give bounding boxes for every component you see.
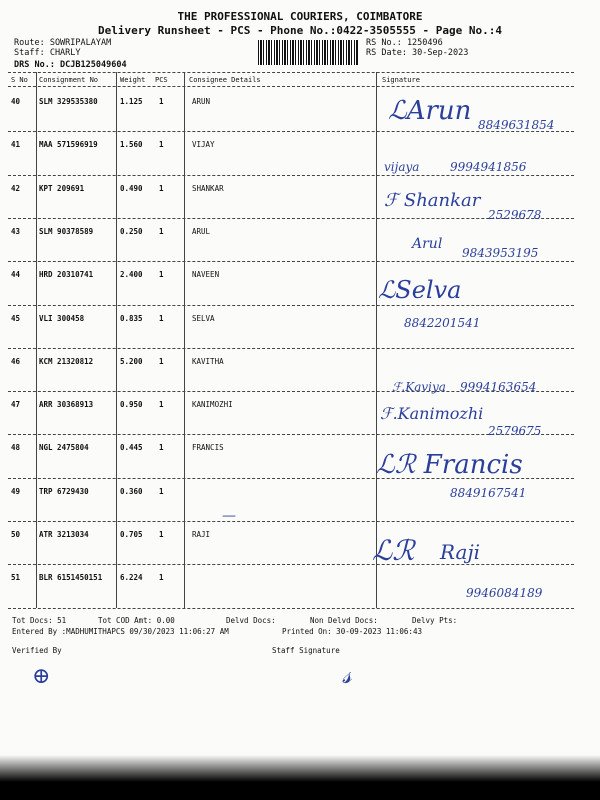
cell-consignment: SLM 90378589 bbox=[39, 226, 94, 236]
cell-consignment: KCM 21320812 bbox=[39, 356, 94, 366]
entered-by: Entered By :MADHUMITHAPCS 09/30/2023 11:06:27 AM bbox=[12, 627, 229, 636]
cell-weight: 2.400 bbox=[120, 270, 143, 280]
cell-pcs: 1 bbox=[159, 140, 164, 150]
route: Route: SOWRIPALAYAM bbox=[14, 38, 112, 48]
cell-pcs: 1 bbox=[159, 486, 164, 496]
cell-weight: 0.835 bbox=[120, 313, 143, 323]
signature-mark: ℱ.Kanimozhi bbox=[380, 404, 484, 423]
cell-consignment: BLR 6151450151 bbox=[39, 573, 103, 583]
row-rule bbox=[8, 348, 574, 349]
cell-pcs: 1 bbox=[159, 313, 164, 323]
cell-sno: 44 bbox=[11, 270, 21, 280]
cell-consignee: KAVITHA bbox=[192, 356, 224, 366]
cell-consignment: VLI 300458 bbox=[39, 313, 85, 323]
cell-weight: 6.224 bbox=[120, 573, 143, 583]
cell-sno: 51 bbox=[11, 573, 21, 583]
cell-sno: 43 bbox=[11, 226, 21, 236]
col-header-weight: Weight bbox=[120, 76, 146, 84]
cell-consignee: SELVA bbox=[192, 313, 215, 323]
cell-weight: 0.490 bbox=[120, 183, 143, 193]
cell-pcs: 1 bbox=[159, 226, 164, 236]
col-divider bbox=[36, 72, 37, 608]
staff-signature-mark: 𝓈 bbox=[342, 660, 352, 690]
total-cod: Tot COD Amt: 0.00 bbox=[98, 616, 175, 625]
cell-consignment: TRP 6729430 bbox=[39, 486, 89, 496]
delivery-points: Delvy Pts: bbox=[412, 616, 458, 625]
signature-mark: ℒArun bbox=[388, 96, 472, 126]
cell-consignment: KPT 209691 bbox=[39, 183, 85, 193]
total-docs: Tot Docs: 51 bbox=[12, 616, 67, 625]
drs-number: DRS No.: DCJB125049604 bbox=[14, 60, 127, 70]
runsheet-subtitle: Delivery Runsheet - PCS - Phone No.:0422-3505555 - Page No.:4 bbox=[98, 24, 502, 37]
row-rule bbox=[8, 521, 574, 522]
cell-pcs: 1 bbox=[159, 443, 164, 453]
col-header-sno: S No bbox=[11, 76, 28, 84]
cell-weight: 5.200 bbox=[120, 356, 143, 366]
cell-consignee: FRANCIS bbox=[192, 443, 224, 453]
row-rule bbox=[8, 261, 574, 262]
row-rule bbox=[8, 564, 574, 565]
verified-by-label: Verified By bbox=[12, 646, 62, 655]
cell-sno: 40 bbox=[11, 97, 21, 106]
cell-consignment: HRD 20310741 bbox=[39, 270, 94, 280]
cell-sno: 49 bbox=[11, 486, 21, 496]
cell-consignment: SLM 329535380 bbox=[39, 97, 98, 106]
cell-consignment: NGL 2475804 bbox=[39, 443, 89, 453]
signature-mark: — bbox=[222, 508, 236, 524]
signature-phone: 8849631854 bbox=[478, 118, 555, 132]
cell-sno: 46 bbox=[11, 356, 21, 366]
printed-on: Printed On: 30-09-2023 11:06:43 bbox=[282, 627, 422, 636]
cell-consignment: MAA 571596919 bbox=[39, 140, 98, 150]
signature-mark: ℱ Shankar bbox=[384, 190, 481, 211]
signature-phone: 9843953195 bbox=[462, 246, 539, 260]
rs-date: RS Date: 30-Sep-2023 bbox=[366, 48, 469, 58]
cell-pcs: 1 bbox=[159, 400, 164, 410]
cell-sno: 48 bbox=[11, 443, 21, 453]
col-divider bbox=[376, 72, 377, 608]
cell-sno: 47 bbox=[11, 400, 21, 410]
verifier-initial-mark: ⊕ bbox=[32, 664, 51, 689]
barcode bbox=[258, 40, 358, 65]
col-divider bbox=[116, 72, 117, 608]
row-rule bbox=[8, 305, 574, 306]
cell-sno: 50 bbox=[11, 530, 21, 539]
cell-weight: 1.125 bbox=[120, 97, 143, 106]
col-header-pcs: PCS bbox=[155, 76, 168, 84]
cell-sno: 45 bbox=[11, 313, 21, 323]
cell-consignee: KANIMOZHI bbox=[192, 400, 233, 410]
table-bottom-rule bbox=[8, 608, 574, 609]
signature-phone: 9946084189 bbox=[466, 586, 543, 600]
cell-pcs: 1 bbox=[159, 270, 164, 280]
cell-pcs: 1 bbox=[159, 183, 164, 193]
signature-phone: 8842201541 bbox=[404, 316, 481, 330]
table-header-rule bbox=[8, 86, 574, 87]
cell-consignment: ARR 30368913 bbox=[39, 400, 94, 410]
cell-sno: 42 bbox=[11, 183, 21, 193]
signature-phone: 9994163654 bbox=[460, 380, 537, 394]
col-header-signature: Signature bbox=[382, 76, 420, 84]
col-divider bbox=[184, 72, 185, 608]
cell-consignee: SHANKAR bbox=[192, 183, 224, 193]
signature-phone: 9994941856 bbox=[450, 160, 527, 174]
col-header-consignee: Consignee Details bbox=[189, 76, 261, 84]
staff-signature-label: Staff Signature bbox=[272, 646, 340, 655]
signature-phone: 2529678 bbox=[488, 208, 542, 222]
cell-pcs: 1 bbox=[159, 530, 164, 539]
cell-consignee: ARUN bbox=[192, 97, 211, 106]
rs-number: RS No.: 1250496 bbox=[366, 38, 443, 48]
signature-mark: Arul bbox=[412, 236, 443, 252]
signature-mark: ℒℛ bbox=[372, 534, 415, 567]
cell-weight: 0.360 bbox=[120, 486, 143, 496]
signature-phone: 2579675 bbox=[488, 424, 542, 438]
staff: Staff: CHARLY bbox=[14, 48, 81, 58]
signature-phone: 8849167541 bbox=[450, 486, 527, 500]
cell-pcs: 1 bbox=[159, 573, 164, 583]
cell-consignee: ARUL bbox=[192, 226, 211, 236]
cell-weight: 1.560 bbox=[120, 140, 143, 150]
signature-mark: ℒSelva bbox=[378, 276, 462, 304]
cell-consignee: NAVEEN bbox=[192, 270, 220, 280]
signature-mark: ℒℛ Francis bbox=[376, 450, 523, 480]
cell-weight: 0.445 bbox=[120, 443, 143, 453]
cell-weight: 0.250 bbox=[120, 226, 143, 236]
cell-consignment: ATR 3213034 bbox=[39, 530, 89, 539]
cell-weight: 0.705 bbox=[120, 530, 143, 539]
cell-consignee: RAJI bbox=[192, 530, 211, 539]
cell-weight: 0.950 bbox=[120, 400, 143, 410]
table-top-rule bbox=[8, 72, 574, 73]
delivered-docs: Delvd Docs: bbox=[226, 616, 276, 625]
cell-consignee: VIJAY bbox=[192, 140, 215, 150]
non-delivered-docs: Non Delvd Docs: bbox=[310, 616, 378, 625]
signature-name: vijaya bbox=[384, 160, 420, 174]
cell-pcs: 1 bbox=[159, 97, 164, 106]
cell-sno: 41 bbox=[11, 140, 21, 150]
scan-shadow bbox=[0, 755, 600, 800]
col-header-consignment: Consignment No bbox=[39, 76, 99, 84]
company-title: THE PROFESSIONAL COURIERS, COIMBATORE bbox=[177, 10, 423, 23]
row-rule bbox=[8, 175, 574, 176]
cell-pcs: 1 bbox=[159, 356, 164, 366]
signature-mark: Raji bbox=[440, 540, 481, 564]
signature-name: ℱ.Kaviya bbox=[392, 380, 446, 394]
